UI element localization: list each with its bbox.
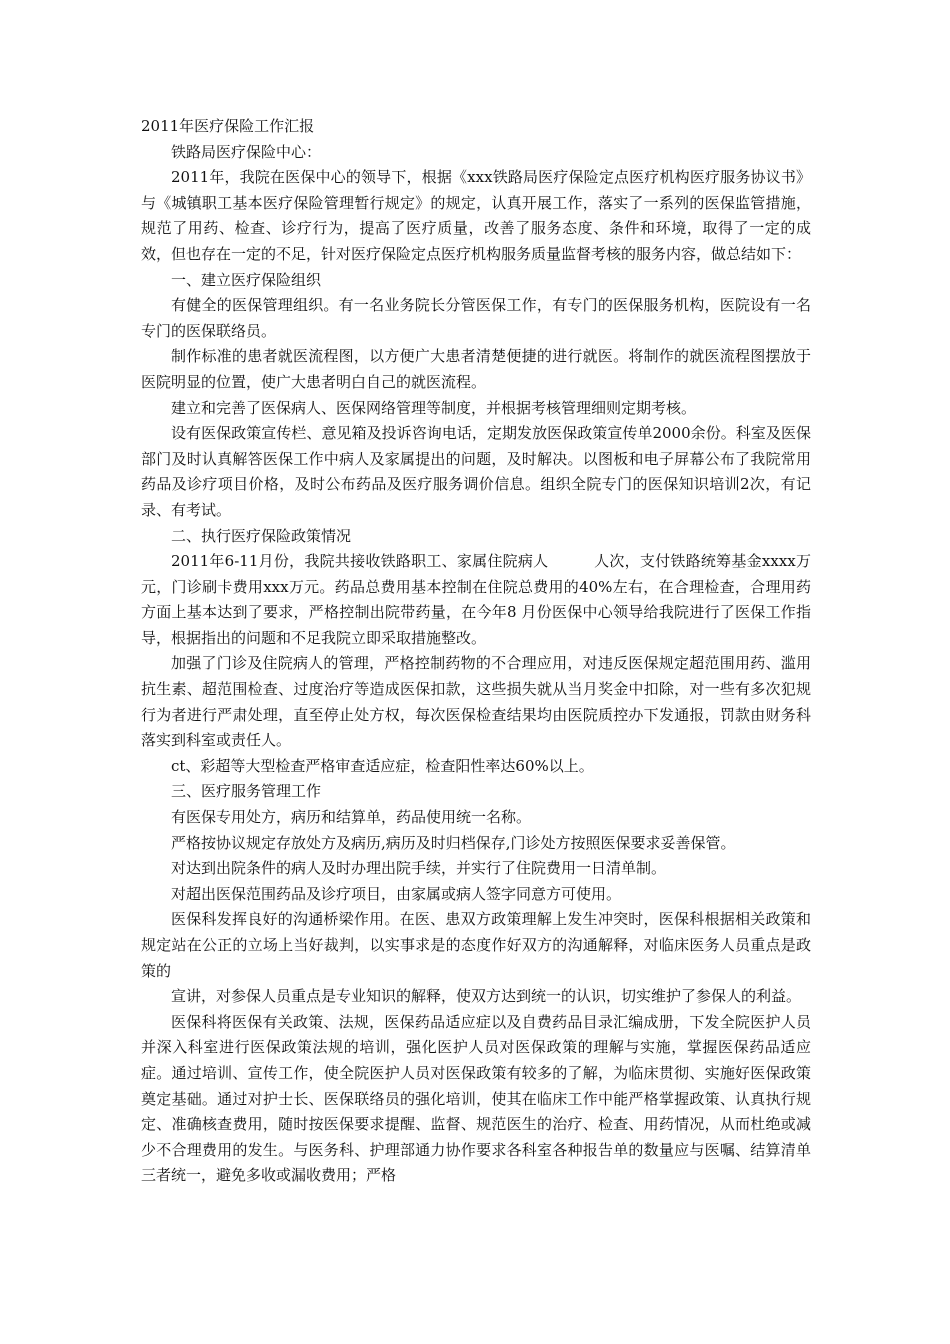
paragraph: 宣讲，对参保人员重点是专业知识的解释，使双方达到统一的认识，切实维护了参保人的利益。 — [171, 987, 802, 1006]
paragraph: ct、彩超等大型检查严格审查适应症，检查阳性率达60%以上。 — [171, 756, 594, 775]
paragraph: 对超出医保范围药品及诊疗项目，由家属或病人签字同意方可使用。 — [171, 884, 622, 903]
section-heading: 二、执行医疗保险政策情况 — [171, 526, 352, 545]
paragraph: 设有医保政策宣传栏、意见箱及投诉咨询电话，定期发放医保政策宣传单2000余份。科室及医保部门及时认真解答医保工作中病人及家属提出的问题，及时解决。以图板和电子屏幕公布了我院常用药品及诊疗项目价格，及时公布药品及医疗服务调价信息。组织全院专门的医保知识培训2次，有记录、有考试。 — [141, 424, 811, 519]
paragraph: 加强了门诊及住院病人的管理，严格控制药物的不合理应用，对违反医保规定超范围用药、滥用抗生素、超范围检查、过度治疗等造成医保扣款，这些损失就从当月奖金中扣除，对一些有多次犯规行为者进行严肃处理，直至停止处方权，每次医保检查结果均由医院质控办下发通报，罚款由财务科落实到科室或责任人。 — [141, 654, 811, 750]
document-body — [141, 114, 811, 1189]
paragraph: 2011年，我院在医保中心的领导下，根据《xxx铁路局医疗保险定点医疗机构医疗服务协议书》与《城镇职工基本医疗保险管理暂行规定》的规定，认真开展工作，落实了一系列的医保监管措施，规范了用药、检查、诊疗行为，提高了医疗质量，改善了服务态度、条件和环境，取得了一定的成效，但也存在一定的不足，针对医疗保险定点医疗机构服务质量监督考核的服务内容，做总结如下： — [141, 168, 811, 263]
paragraph: 有健全的医保管理组织。有一名业务院长分管医保工作，有专门的医保服务机构，医院设有一名专门的医保联络员。 — [141, 296, 811, 340]
section-heading: 三、医疗服务管理工作 — [171, 782, 322, 801]
section-heading: 一、建立医疗保险组织 — [171, 270, 322, 289]
paragraph: 有医保专用处方，病历和结算单，药品使用统一名称。 — [171, 808, 532, 827]
paragraph: 2011年6-11月份，我院共接收铁路职工、家属住院病人 人次，支付铁路统筹基金xxxx万元，门诊刷卡费用xxx万元。药品总费用基本控制在住院总费用的40%左右，在合理检查，合理用药方面上基本达到了要求，严格控制出院带药量，在今年8 月份医保中心领导给我院进行了医保工作指导，根据指出的问题和不足我院立即采取措施整改。 — [141, 552, 811, 647]
paragraph: 医保科将医保有关政策、法规，医保药品适应症以及自费药品目录汇编成册，下发全院医护人员并深入科室进行医保政策法规的培训，强化医护人员对医保政策的理解与实施，掌握医保药品适应症。通过培训、宣传工作，使全院医护人员对医保政策有较多的了解，为临床贯彻、实施好医保政策奠定基础。通过对护士长、医保联络员的强化培训，使其在临床工作中能严格掌握政策、认真执行规定、准确核查费用，随时按医保要求提醒、监督、规范医生的治疗、检查、用药情况，从而杜绝或减少不合理费用的发生。与医务科、护理部通力协作要求各科室各种报告单的数量应与医嘱、结算清单三者统一，避免多收或漏收费用；严格 — [141, 1012, 811, 1185]
salutation: 铁路局医疗保险中心： — [171, 142, 322, 161]
document-title: 2011年医疗保险工作汇报 — [141, 117, 315, 135]
paragraph: 医保科发挥良好的沟通桥梁作用。在医、患双方政策理解上发生冲突时，医保科根据相关政策和规定站在公正的立场上当好裁判，以实事求是的态度作好双方的沟通解释，对临床医务人员重点是政策的 — [141, 910, 811, 980]
paragraph: 制作标准的患者就医流程图，以方便广大患者清楚便捷的进行就医。将制作的就医流程图摆放于医院明显的位置，使广大患者明白自己的就医流程。 — [141, 347, 811, 391]
paragraph: 建立和完善了医保病人、医保网络管理等制度，并根据考核管理细则定期考核。 — [171, 398, 697, 417]
paragraph: 严格按协议规定存放处方及病历,病历及时归档保存,门诊处方按照医保要求妥善保管。 — [171, 833, 736, 852]
paragraph: 对达到出院条件的病人及时办理出院手续，并实行了住院费用一日清单制。 — [171, 859, 667, 878]
